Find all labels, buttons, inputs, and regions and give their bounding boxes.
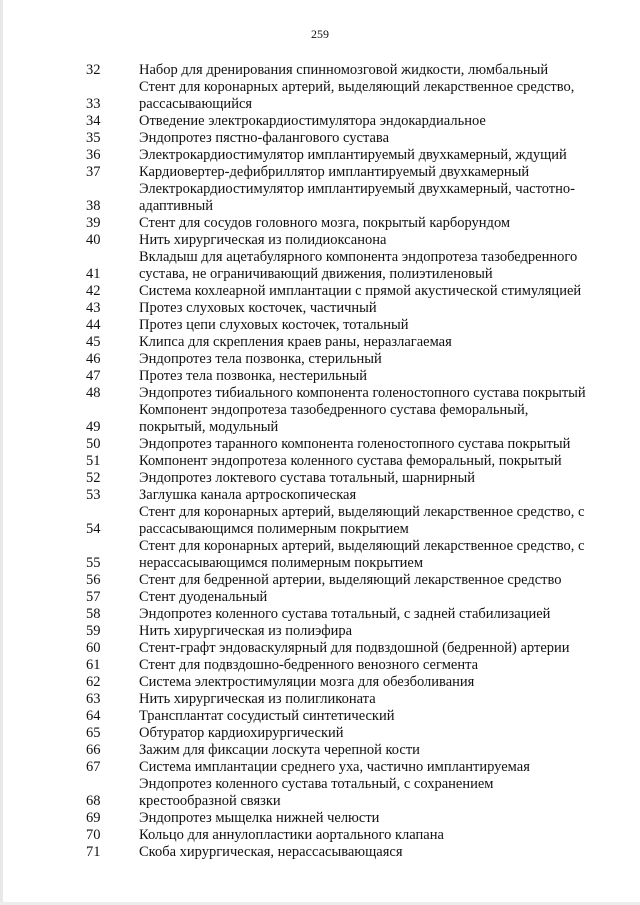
- item-text: Нить хирургическая из полигликоната: [139, 691, 376, 707]
- item-text: Система имплантации среднего уха, частично имплантируемая: [139, 759, 530, 775]
- item-number: 69: [86, 810, 101, 826]
- list-item: [0, 351, 640, 368]
- item-number: 46: [86, 351, 101, 367]
- item-text: Отведение электрокардиостимулятора эндокардиальное: [139, 113, 486, 129]
- list-item: [0, 742, 640, 759]
- item-text: Эндопротез пястно-фалангового сустава: [139, 130, 390, 146]
- list-item: [0, 725, 640, 742]
- item-number: 51: [86, 453, 101, 469]
- list-item: [0, 504, 640, 538]
- item-text: Стент для коронарных артерий, выделяющий лекарственное средство, с нерассасывающимся полимерным покрытием: [139, 538, 585, 571]
- list-item: [0, 79, 640, 113]
- item-number: 44: [86, 317, 101, 333]
- list-item: [0, 674, 640, 691]
- list-item: [0, 572, 640, 589]
- list-item: [0, 368, 640, 385]
- item-text: Нить хирургическая из полиэфира: [139, 623, 353, 639]
- item-number: 48: [86, 385, 101, 401]
- item-number: 47: [86, 368, 101, 384]
- item-number: 41: [86, 266, 101, 282]
- item-text: Система кохлеарной имплантации с прямой акустической стимуляцией: [139, 283, 582, 299]
- list-item: [0, 300, 640, 317]
- list-item: [0, 470, 640, 487]
- item-number: 42: [86, 283, 101, 299]
- list-item: [0, 317, 640, 334]
- list-item: [0, 640, 640, 657]
- item-number: 56: [86, 572, 101, 588]
- list-item: [0, 589, 640, 606]
- item-text: Клипса для скрепления краев раны, неразлагаемая: [139, 334, 452, 350]
- list-item: [0, 810, 640, 827]
- list-item: [0, 827, 640, 844]
- page-number: 259: [311, 27, 329, 41]
- item-number: 35: [86, 130, 101, 146]
- item-text: Стент для коронарных артерий, выделяющий лекарственное средство, рассасывающийся: [139, 79, 575, 112]
- item-number: 70: [86, 827, 101, 843]
- list-item: [0, 181, 640, 215]
- item-text: Система электростимуляции мозга для обезболивания: [139, 674, 475, 690]
- list-item: [0, 249, 640, 283]
- list-item: [0, 691, 640, 708]
- item-text: Протез тела позвонка, нестерильный: [139, 368, 368, 384]
- item-text: Эндопротез локтевого сустава тотальный, шарнирный: [139, 470, 476, 486]
- item-number: 43: [86, 300, 101, 316]
- item-text: Набор для дренирования спинномозговой жидкости, люмбальный: [139, 62, 549, 78]
- list-item: [0, 708, 640, 725]
- item-number: 58: [86, 606, 101, 622]
- item-number: 37: [86, 164, 101, 180]
- list-item: [0, 759, 640, 776]
- item-text: Стент дуоденальный: [139, 589, 268, 605]
- item-number: 66: [86, 742, 101, 758]
- item-number: 65: [86, 725, 101, 741]
- list-item: [0, 113, 640, 130]
- item-text: Эндопротез таранного компонента голеностопного сустава покрытый: [139, 436, 571, 452]
- item-number: 71: [86, 844, 101, 860]
- item-text: Электрокардиостимулятор имплантируемый двухкамерный, частотно-адаптивный: [139, 181, 575, 214]
- item-number: 50: [86, 436, 101, 452]
- item-text: Стент для сосудов головного мозга, покрытый карборундом: [139, 215, 511, 231]
- item-number: 64: [86, 708, 101, 724]
- item-text: Стент-графт эндоваскулярный для подвздошной (бедренной) артерии: [139, 640, 570, 656]
- item-number: 40: [86, 232, 101, 248]
- list-item: [0, 232, 640, 249]
- list-item: [0, 538, 640, 572]
- item-text: Обтуратор кардиохирургический: [139, 725, 344, 741]
- item-text: Эндопротез мыщелка нижней челюсти: [139, 810, 380, 826]
- list-item: [0, 453, 640, 470]
- item-text: Компонент эндопротеза коленного сустава феморальный, покрытый: [139, 453, 562, 469]
- item-text: Протез слуховых косточек, частичный: [139, 300, 377, 316]
- device-list: [0, 62, 640, 861]
- item-text: Кольцо для аннулопластики аортального клапана: [139, 827, 444, 843]
- item-number: 55: [86, 555, 101, 571]
- item-text: Стент для подвздошно-бедренного венозного сегмента: [139, 657, 479, 673]
- item-number: 36: [86, 147, 101, 163]
- item-text: Нить хирургическая из полидиоксанона: [139, 232, 387, 248]
- item-text: Кардиовертер-дефибриллятор имплантируемый двухкамерный: [139, 164, 530, 180]
- item-number: 38: [86, 198, 101, 214]
- list-item: [0, 402, 640, 436]
- item-number: 59: [86, 623, 101, 639]
- list-item: [0, 62, 640, 79]
- item-number: 53: [86, 487, 101, 503]
- list-item: [0, 385, 640, 402]
- item-number: 34: [86, 113, 101, 129]
- item-number: 45: [86, 334, 101, 350]
- item-text: Эндопротез коленного сустава тотальный, с задней стабилизацией: [139, 606, 551, 622]
- item-text: Скоба хирургическая, нерассасывающаяся: [139, 844, 403, 860]
- list-item: [0, 334, 640, 351]
- list-item: [0, 657, 640, 674]
- item-text: Протез цепи слуховых косточек, тотальный: [139, 317, 409, 333]
- list-item: [0, 436, 640, 453]
- item-text: Эндопротез коленного сустава тотальный, с сохранением крестообразной связки: [139, 776, 494, 809]
- item-text: Электрокардиостимулятор имплантируемый двухкамерный, ждущий: [139, 147, 567, 163]
- item-number: 39: [86, 215, 101, 231]
- item-text: Эндопротез тибиального компонента голеностопного сустава покрытый: [139, 385, 586, 401]
- item-number: 32: [86, 62, 101, 78]
- item-number: 57: [86, 589, 101, 605]
- item-text: Заглушка канала артроскопическая: [139, 487, 357, 503]
- list-item: [0, 164, 640, 181]
- item-number: 60: [86, 640, 101, 656]
- item-number: 61: [86, 657, 101, 673]
- item-number: 62: [86, 674, 101, 690]
- item-text: Трансплантат сосудистый синтетический: [139, 708, 395, 724]
- list-item: [0, 215, 640, 232]
- item-text: Зажим для фиксации лоскута черепной кости: [139, 742, 420, 758]
- item-number: 63: [86, 691, 101, 707]
- item-text: Стент для коронарных артерий, выделяющий лекарственное средство, с рассасывающимся полимерным покрытием: [139, 504, 585, 537]
- list-item: [0, 844, 640, 861]
- item-number: 49: [86, 419, 101, 435]
- item-number: 33: [86, 96, 101, 112]
- list-item: [0, 606, 640, 623]
- item-text: Вкладыш для ацетабулярного компонента эндопротеза тазобедренного сустава, не ограничивающий движения, полиэтиленовый: [139, 249, 578, 282]
- item-number: 54: [86, 521, 101, 537]
- list-item: [0, 283, 640, 300]
- list-item: [0, 147, 640, 164]
- list-item: [0, 487, 640, 504]
- item-number: 68: [86, 793, 101, 809]
- item-number: 52: [86, 470, 101, 486]
- item-text: Компонент эндопротеза тазобедренного сустава феморальный, покрытый, модульный: [139, 402, 529, 435]
- item-text: Эндопротез тела позвонка, стерильный: [139, 351, 382, 367]
- list-item: [0, 776, 640, 810]
- list-item: [0, 623, 640, 640]
- item-text: Стент для бедренной артерии, выделяющий лекарственное средство: [139, 572, 562, 588]
- item-number: 67: [86, 759, 101, 775]
- list-item: [0, 130, 640, 147]
